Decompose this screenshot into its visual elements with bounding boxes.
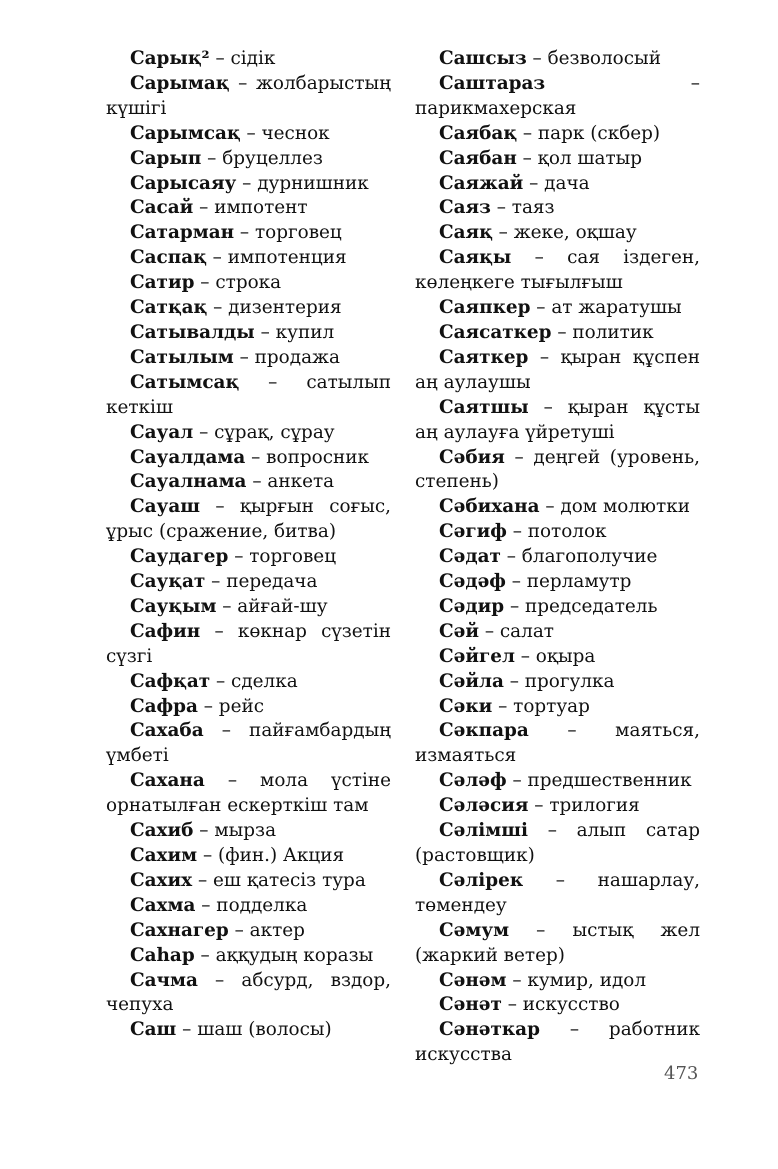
dictionary-entry — [415, 246, 700, 296]
dictionary-entry — [106, 371, 391, 421]
entry-headword: Сәләсия — [439, 795, 529, 817]
entry-headword: Сарымақ — [130, 72, 230, 94]
entry-headword: Саяз — [439, 197, 491, 219]
entry-gloss: – қыран құсты аң аулауға үйретуші — [415, 396, 700, 443]
dictionary-entry — [415, 196, 700, 221]
entry-gloss: – трилогия — [528, 795, 640, 817]
dictionary-entry — [415, 1018, 700, 1068]
dictionary-entry — [106, 72, 391, 122]
entry-gloss: – работник искусства — [415, 1019, 700, 1066]
entry-gloss: – аққудың коразы — [194, 944, 374, 966]
entry-gloss: – еш қатесіз тура — [192, 869, 366, 891]
dictionary-entry — [415, 495, 700, 520]
dictionary-entry — [106, 894, 391, 919]
dictionary-entry — [415, 122, 700, 147]
entry-headword: Сарымсақ — [130, 122, 241, 144]
entry-headword: Сахиб — [130, 820, 194, 842]
entry-headword: Сәгиф — [439, 521, 507, 543]
entry-gloss: – қол шатыр — [516, 147, 643, 169]
entry-headword: Сатарман — [130, 222, 235, 244]
dictionary-entry — [415, 570, 700, 595]
entry-gloss: – ат жаратушы — [530, 297, 682, 319]
entry-gloss: – маяться, измаяться — [415, 720, 700, 767]
entry-gloss: – салат — [478, 620, 554, 642]
entry-gloss: – парикмахерская — [415, 72, 700, 119]
entry-gloss: – нашарлау, төмендеу — [415, 869, 700, 916]
entry-headword: Сатывалды — [130, 321, 255, 343]
dictionary-entry — [415, 869, 700, 919]
entry-headword: Сатылым — [130, 346, 234, 368]
dictionary-entry — [106, 719, 391, 769]
entry-gloss: – предшественник — [506, 770, 692, 792]
entry-gloss: – сделка — [210, 670, 298, 692]
dictionary-entry — [106, 1018, 391, 1043]
entry-gloss: – импотенция — [206, 247, 347, 269]
dictionary-entry — [415, 794, 700, 819]
entry-gloss: – продажа — [233, 346, 340, 368]
entry-headword: Сәлімші — [439, 820, 529, 842]
dictionary-entry — [106, 147, 391, 172]
dictionary-entry — [415, 396, 700, 446]
entry-gloss: – купил — [254, 321, 335, 343]
dictionary-entry — [415, 520, 700, 545]
dictionary-entry — [106, 969, 391, 1019]
entry-gloss: – қыран құспен аң аулаушы — [415, 346, 700, 393]
entry-headword: Сасай — [130, 197, 194, 219]
entry-gloss: – сая іздеген, көлеңкеге тығылғыш — [415, 247, 700, 294]
entry-headword: Сашсыз — [439, 48, 527, 69]
entry-headword: Сауалдама — [130, 446, 246, 468]
dictionary-entry — [106, 545, 391, 570]
dictionary-entry — [415, 346, 700, 396]
entry-headword: Сәбия — [439, 446, 505, 468]
entry-headword: Саябақ — [439, 122, 518, 144]
dictionary-entry — [106, 844, 391, 869]
entry-headword: Сәнәткар — [439, 1019, 540, 1041]
entry-gloss: – чеснок — [240, 122, 330, 144]
entry-gloss: – абсурд, вздор, чепуха — [106, 969, 391, 1016]
entry-gloss: – искусство — [501, 994, 620, 1016]
dictionary-entry — [415, 819, 700, 869]
entry-headword: Сауқым — [130, 595, 217, 617]
entry-headword: Саспақ — [130, 247, 207, 269]
entry-headword: Сәлірек — [439, 869, 524, 891]
entry-headword: Сахим — [130, 845, 198, 866]
entry-headword: Сәдәф — [439, 571, 506, 593]
dictionary-entry — [415, 969, 700, 994]
entry-gloss: – жеке, оқшау — [492, 222, 637, 244]
dictionary-entry — [415, 719, 700, 769]
entry-gloss: – көкнар сүзетін сүзгі — [106, 620, 391, 667]
entry-gloss: – ыстық жел (жаркий ветер) — [415, 919, 700, 966]
entry-gloss: – сұрақ, сұрау — [193, 421, 335, 443]
entry-headword: Саш — [130, 1019, 177, 1041]
entry-headword: Сахана — [130, 770, 205, 792]
entry-headword: Саудагер — [130, 546, 229, 568]
dictionary-entry — [415, 47, 700, 72]
dictionary-entry — [106, 869, 391, 894]
entry-headword: Сауалнама — [130, 471, 247, 493]
dictionary-entry — [106, 620, 391, 670]
entry-headword: Сарып — [130, 147, 202, 169]
left-column — [106, 47, 391, 1043]
dictionary-entry — [415, 595, 700, 620]
entry-headword: Сауаш — [130, 496, 201, 518]
dictionary-entry — [415, 993, 700, 1018]
entry-headword: Сахаба — [130, 720, 204, 742]
entry-headword: Сачма — [130, 969, 198, 991]
entry-gloss: – бруцеллез — [201, 147, 323, 169]
dictionary-entry — [106, 346, 391, 371]
entry-gloss: – перламутр — [505, 571, 632, 593]
entry-headword: Сәки — [439, 695, 493, 717]
entry-gloss: – дом молютки — [539, 496, 690, 518]
dictionary-entry — [106, 196, 391, 221]
entry-gloss: – дизентерия — [207, 297, 342, 319]
entry-headword: Сәнәм — [439, 969, 507, 991]
entry-gloss: – безволосый — [526, 48, 661, 69]
dictionary-entry — [106, 595, 391, 620]
entry-gloss: – сатылып кеткіш — [106, 371, 391, 418]
dictionary-entry — [106, 446, 391, 471]
right-column — [415, 47, 700, 1068]
entry-gloss: – жолбарыстың күшігі — [106, 72, 391, 119]
dictionary-entry — [106, 944, 391, 969]
entry-gloss: – торговец — [234, 222, 342, 244]
dictionary-entry — [415, 769, 700, 794]
entry-headword: Саясаткер — [439, 321, 552, 343]
dictionary-entry — [106, 470, 391, 495]
entry-headword: Саһар — [130, 944, 195, 966]
dictionary-entry — [415, 919, 700, 969]
entry-headword: Саяткер — [439, 346, 529, 368]
entry-headword: Саштараз — [439, 72, 546, 94]
entry-gloss: – сідік — [209, 48, 276, 69]
entry-gloss: – қырғын соғыс, ұрыс (сражение, битва) — [106, 496, 391, 543]
entry-gloss: – шаш (волосы) — [176, 1019, 332, 1041]
entry-headword: Сахнагер — [130, 919, 229, 941]
entry-headword: Сатқақ — [130, 297, 208, 319]
dictionary-entry — [106, 570, 391, 595]
entry-headword: Саятшы — [439, 396, 529, 418]
entry-gloss: – (фин.) Акция — [197, 845, 345, 866]
entry-headword: Сатымсақ — [130, 371, 240, 393]
entry-gloss: – потолок — [506, 521, 607, 543]
entry-gloss: – мола үстіне орнатылған ескерткіш там — [106, 770, 391, 817]
dictionary-entry — [415, 72, 700, 122]
entry-gloss: – передача — [205, 571, 318, 593]
dictionary-entry — [106, 919, 391, 944]
entry-headword: Сафқат — [130, 670, 211, 692]
dictionary-entry — [106, 695, 391, 720]
entry-gloss: – тортуар — [492, 695, 590, 717]
entry-headword: Сәдир — [439, 595, 505, 617]
dictionary-entry — [415, 147, 700, 172]
dictionary-entry — [106, 221, 391, 246]
entry-headword: Сәдат — [439, 546, 501, 568]
entry-headword: Сахих — [130, 869, 193, 891]
entry-headword: Саяқ — [439, 222, 493, 244]
dictionary-entry — [106, 172, 391, 197]
entry-gloss: – айғай-шу — [216, 595, 328, 617]
dictionary-entry — [106, 321, 391, 346]
dictionary-entry — [106, 495, 391, 545]
entry-headword: Сәмум — [439, 919, 510, 941]
entry-gloss: – таяз — [490, 197, 555, 219]
page-number: 473 — [664, 1063, 699, 1084]
entry-headword: Сәйла — [439, 670, 504, 692]
entry-headword: Сатир — [130, 272, 195, 294]
dictionary-entry — [106, 769, 391, 819]
dictionary-entry — [106, 670, 391, 695]
entry-headword: Сәбихана — [439, 496, 540, 518]
dictionary-entry — [106, 421, 391, 446]
entry-gloss: – благополучие — [500, 546, 658, 568]
entry-headword: Саяпкер — [439, 297, 531, 319]
entry-headword: Сафин — [130, 620, 201, 642]
entry-headword: Саяқы — [439, 247, 512, 269]
entry-gloss: – рейс — [197, 695, 265, 717]
entry-headword: Саябан — [439, 147, 517, 169]
entry-gloss: – дача — [523, 172, 590, 194]
entry-gloss: – прогулка — [503, 670, 615, 692]
entry-headword: Сарық² — [130, 48, 210, 69]
entry-gloss: – торговец — [228, 546, 337, 568]
dictionary-entry — [106, 47, 391, 72]
dictionary-entry — [106, 122, 391, 147]
entry-headword: Сәйгел — [439, 645, 515, 667]
dictionary-entry — [415, 620, 700, 645]
entry-headword: Сәкпара — [439, 720, 529, 742]
entry-gloss: – алып сатар (растовщик) — [415, 820, 700, 866]
entry-gloss: – актер — [228, 919, 305, 941]
dictionary-entry — [106, 246, 391, 271]
entry-gloss: – пайғамбардың үмбеті — [106, 720, 391, 767]
dictionary-entry — [415, 221, 700, 246]
entry-gloss: – вопросник — [245, 446, 370, 468]
entry-gloss: – мырза — [193, 820, 277, 842]
entry-gloss: – парк (скбер) — [517, 122, 661, 144]
entry-headword: Сарысаяу — [130, 172, 237, 194]
entry-gloss: – председатель — [504, 595, 658, 617]
dictionary-entry — [415, 695, 700, 720]
entry-headword: Саяжай — [439, 172, 524, 194]
entry-gloss: – анкета — [246, 471, 335, 493]
entry-gloss: – политик — [551, 321, 654, 343]
entry-gloss: – строка — [194, 272, 282, 294]
dictionary-entry — [106, 271, 391, 296]
entry-gloss: – подделка — [195, 894, 308, 916]
entry-gloss: – дурнишник — [236, 172, 369, 194]
dictionary-entry — [415, 670, 700, 695]
dictionary-entry — [106, 819, 391, 844]
entry-headword: Сәләф — [439, 770, 507, 792]
entry-headword: Сәнәт — [439, 994, 502, 1016]
entry-headword: Сауқат — [130, 571, 206, 593]
dictionary-entry — [415, 321, 700, 346]
entry-headword: Сәй — [439, 620, 479, 642]
dictionary-entry — [415, 296, 700, 321]
dictionary-entry — [415, 446, 700, 496]
dictionary-entry — [106, 296, 391, 321]
entry-headword: Сауал — [130, 421, 194, 443]
entry-gloss: – оқыра — [514, 645, 596, 667]
entry-headword: Сафра — [130, 695, 198, 717]
entry-headword: Сахма — [130, 894, 196, 916]
entry-gloss: – деңгей (уровень, степень) — [415, 446, 700, 493]
entry-gloss: – кумир, идол — [506, 969, 647, 991]
dictionary-entry — [415, 172, 700, 197]
dictionary-entry — [415, 545, 700, 570]
entry-gloss: – импотент — [193, 197, 308, 219]
dictionary-entry — [415, 645, 700, 670]
